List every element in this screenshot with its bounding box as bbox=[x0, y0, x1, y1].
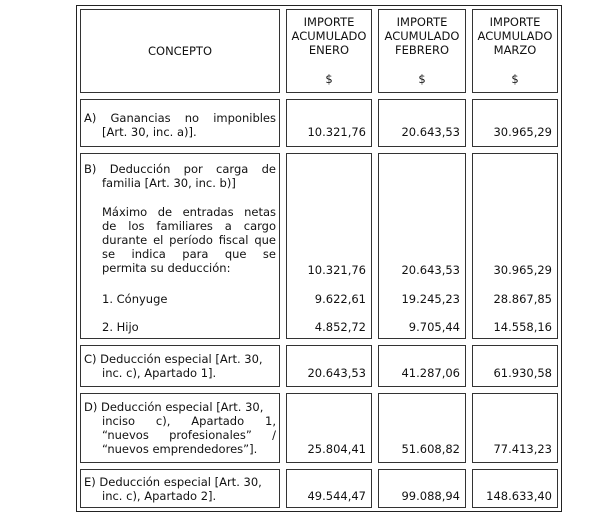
header-febrero-currency: $ bbox=[418, 72, 426, 86]
row-b-max-line5: permita su deducción: bbox=[102, 261, 231, 275]
row-b-max-line2: de los familiares a cargo bbox=[102, 219, 276, 233]
row-b-conyuge-enero: 9.622,61 bbox=[314, 292, 366, 306]
row-d-concept-line1: D) Deducción especial [Art. 30, bbox=[84, 400, 264, 414]
row-a-enero-cell bbox=[286, 99, 372, 147]
row-a-concept-line2: [Art. 30, inc. a)]. bbox=[102, 125, 197, 139]
header-enero-currency: $ bbox=[325, 72, 333, 86]
header-febrero-line3: FEBRERO bbox=[394, 43, 450, 57]
header-marzo-line2: ACUMULADO bbox=[477, 29, 553, 43]
row-b-conyuge-febrero: 19.245,23 bbox=[401, 292, 460, 306]
row-b-conyuge-marzo: 28.867,85 bbox=[493, 292, 552, 306]
row-b-max-line3: durante el período fiscal que bbox=[102, 233, 276, 247]
row-c-concept-line1: C) Deducción especial [Art. 30, bbox=[84, 352, 263, 366]
row-e-febrero: 99.088,94 bbox=[401, 489, 460, 503]
row-b-enero-cell bbox=[286, 153, 372, 339]
row-b-hijo-label: 2. Hijo bbox=[102, 320, 139, 334]
row-b-conyuge-label: 1. Cónyuge bbox=[102, 292, 168, 306]
row-b-hijo-febrero: 9.705,44 bbox=[408, 320, 460, 334]
row-b-max-febrero: 20.643,53 bbox=[401, 263, 460, 277]
header-febrero-line2: ACUMULADO bbox=[384, 29, 460, 43]
row-b-max-line4: se indica para que se bbox=[102, 247, 276, 261]
row-a-febrero-cell bbox=[378, 99, 466, 147]
row-b-hijo-enero: 4.852,72 bbox=[314, 320, 366, 334]
row-d-marzo: 77.413,23 bbox=[493, 442, 552, 456]
row-d-concept-line2: inciso c), Apartado 1, bbox=[102, 414, 276, 428]
row-d-concept-line3: “nuevos profesionales” / bbox=[102, 428, 276, 442]
row-b-max-line1: Máximo de entradas netas bbox=[102, 205, 276, 219]
row-e-enero: 49.544,47 bbox=[307, 489, 366, 503]
row-a-marzo-cell bbox=[472, 99, 558, 147]
row-b-hijo-marzo: 14.558,16 bbox=[493, 320, 552, 334]
row-e-marzo: 148.633,40 bbox=[486, 489, 552, 503]
row-b-max-enero: 10.321,76 bbox=[307, 263, 366, 277]
row-e-concept-line2: inc. c), Apartado 2]. bbox=[102, 489, 217, 503]
header-enero-line1: IMPORTE bbox=[303, 15, 355, 29]
row-a-febrero: 20.643,53 bbox=[401, 125, 460, 139]
header-enero-line2: ACUMULADO bbox=[291, 29, 367, 43]
row-b-concept-line1: B) Deducción por carga de bbox=[84, 162, 276, 176]
row-c-concept-line2: inc. c), Apartado 1]. bbox=[102, 366, 217, 380]
header-febrero-line1: IMPORTE bbox=[396, 15, 448, 29]
header-marzo-currency: $ bbox=[511, 72, 519, 86]
row-e-concept-line1: E) Deducción especial [Art. 30, bbox=[84, 475, 262, 489]
row-c-marzo: 61.930,58 bbox=[493, 366, 552, 380]
header-concepto: CONCEPTO bbox=[148, 44, 212, 58]
row-a-concept-line1: A) Ganancias no imponibles bbox=[84, 111, 276, 125]
row-a-marzo: 30.965,29 bbox=[493, 125, 552, 139]
row-b-concept-line2: familia [Art. 30, inc. b)] bbox=[102, 176, 236, 190]
row-b-marzo-cell bbox=[472, 153, 558, 339]
row-c-enero: 20.643,53 bbox=[307, 366, 366, 380]
row-a-enero: 10.321,76 bbox=[307, 125, 366, 139]
header-marzo-line3: MARZO bbox=[493, 43, 537, 57]
header-marzo-line1: IMPORTE bbox=[489, 15, 541, 29]
row-b-febrero-cell bbox=[378, 153, 466, 339]
row-d-febrero: 51.608,82 bbox=[401, 442, 460, 456]
row-d-concept-line4: “nuevos emprendedores”]. bbox=[102, 442, 258, 456]
row-b-max-marzo: 30.965,29 bbox=[493, 263, 552, 277]
row-c-febrero: 41.287,06 bbox=[401, 366, 460, 380]
row-d-enero: 25.804,41 bbox=[307, 442, 366, 456]
header-enero-line3: ENERO bbox=[308, 43, 350, 57]
